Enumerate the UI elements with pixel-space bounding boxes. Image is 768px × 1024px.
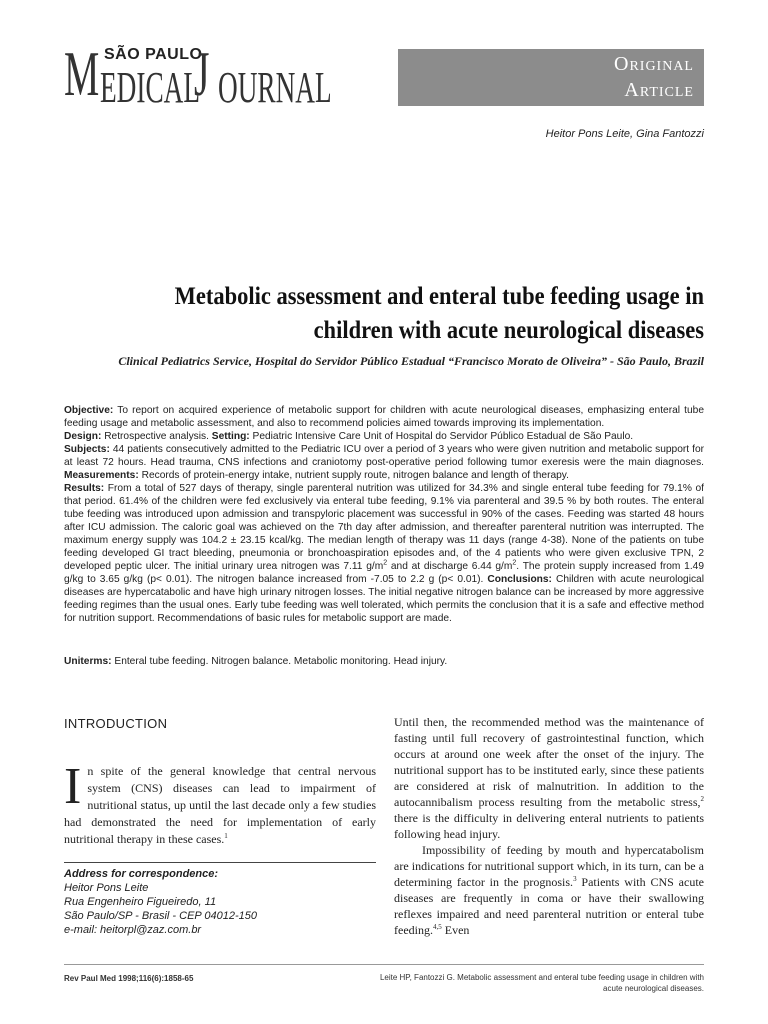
reference-1: 1	[224, 832, 228, 840]
authors: Heitor Pons Leite, Gina Fantozzi	[545, 128, 704, 140]
correspondence-heading: Address for correspondence:	[64, 868, 219, 880]
objective-text: To report on acquired experience of metabolic support for children with acute neurological diseases, emphasizing enteral tube feeding usage and metabolic assessment, and also to recommend policies aimed towards improving its implementation.	[64, 405, 704, 429]
paragraph-text: Patients with CNS acute diseases are frequently in coma or have their swallowing reflexes impaired and need parenteral nutrition or enteral tube feeding.	[394, 875, 704, 937]
paragraph	[394, 842, 704, 938]
conclusions-text: Children with acute neurological diseases are hypercatabolic and have high urinary nitrogen losses. The initial negative nitrogen balance can be increased by more aggressive feeding regimes than the usual ones. Early tube feeding was well tolerated, which permits the conclusion that it is a safe and effective method for nutrition support. Recommendations of basic rules for metabolic support are made.	[64, 574, 704, 624]
section-label-box	[398, 49, 704, 106]
subjects-label: Subjects:	[64, 444, 110, 455]
correspondence-name: Heitor Pons Leite	[64, 882, 149, 894]
correspondence-street: Rua Engenheiro Figueiredo, 11	[64, 896, 217, 908]
article-title: Metabolic assessment and enteral tube feeding usage in children with acute neurological diseases	[174, 283, 704, 344]
correspondence-block	[64, 867, 376, 937]
reference-3: 3	[573, 875, 577, 883]
intro-paragraph: n spite of the general knowledge that central nervous system (CNS) diseases can lead to impairment of nutritional status, up until the last decade only a few studies had demonstrated the need for implementation of early nutritional therapy in these cases.	[64, 764, 376, 846]
footer-divider	[64, 964, 704, 965]
subjects-text: 44 patients consecutively admitted to the Pediatric ICU over a period of 3 years who were given nutrition and metabolic support for at least 72 hours. Head trauma, CNS infections and craniotomy post-operative period following tumor exeresis were the main diagnoses.	[64, 444, 704, 468]
logo-sao-paulo: SÃO PAULO	[104, 46, 203, 63]
results-text-a: From a total of 527 days of therapy, single parenteral nutrition was utilized for 34.3% and single enteral tube feeding for 79.1% of that period. 61.4% of the children were fed exclusively via enteral tube feeding, 9.1% via parenteral and 39.5 % by both routes. The enteral tube feeding was introduced upon admission and transpyloric placement was successful in 90% of the cases. Feeding was started 48 hours after ICU admission. The caloric goal was achieved on the 7th day after admission, and thereafter parenteral nutrition was interrupted. The maximum energy supply was 104.2 ± 23.15 kcal/kg. The median length of therapy was 11 days (range 4-38). None of the patients on tube feeding developed GI tract bleeding, pneumonia or bronchoaspiration episodes and, of the 4 patients who were given exclusive TPN, 2 developed peptic ulcer. The initial urinary urea nitrogen was 7.11 g/m	[64, 483, 704, 572]
results-text-c: . The protein supply increased from 1.49 g/kg to 3.65 g/kg (p< 0.01). The nitrogen balance increased from -7.05 to 2.2 g (p< 0.01).	[64, 561, 705, 585]
journal-logo	[64, 38, 354, 117]
design-label: Design:	[64, 431, 102, 442]
setting-label: Setting:	[211, 431, 250, 442]
results-label: Results:	[64, 483, 105, 494]
uniterms-text: Enteral tube feeding. Nitrogen balance. Metabolic monitoring. Head injury.	[111, 656, 448, 667]
drop-cap: I	[64, 758, 82, 815]
logo-ournal: OURNAL	[218, 63, 332, 112]
measurements-text: Records of protein-energy intake, nutrient supply route, nitrogen balance and length of therapy.	[138, 470, 569, 481]
paragraph	[394, 714, 704, 842]
superscript-2: 2	[512, 559, 517, 567]
paragraph-text: there is the difficulty in delivering enteral nutrients to patients following head injury.	[394, 811, 704, 841]
section-label-line2: Article	[624, 79, 694, 101]
setting-text: Pediatric Intensive Care Unit of Hospital do Servidor Público Estadual de São Paulo.	[249, 431, 634, 442]
objective-label: Objective:	[64, 405, 114, 416]
uniterms-label: Uniterms:	[64, 656, 112, 667]
abstract	[64, 404, 704, 625]
footer-citation: Rev Paul Med 1998;116(6):1858-65	[64, 974, 194, 983]
intro-right-column	[394, 714, 704, 938]
correspondence-email: e-mail: heitorpl@zaz.com.br	[64, 924, 202, 936]
uniterms	[64, 656, 704, 667]
logo-letter-j: J	[194, 38, 210, 109]
section-label-line1: Original	[614, 53, 694, 75]
introduction-heading: INTRODUCTION	[64, 716, 168, 731]
logo-letter-m: M	[64, 38, 100, 109]
paragraph-text: Until then, the recommended method was the maintenance of fasting until full recovery of gastrointestinal function, which occurs at around one week after the onset of the injury. The nutritional support has to be instituted early, since these patients are considered at risk of malnutrition. In addition to the autocannibalism process resulting from the metabolic stress,	[394, 715, 704, 809]
footer-running-title: Leite HP, Fantozzi G. Metabolic assessment and enteral tube feeding usage in children with acute neurological diseases.	[379, 973, 704, 993]
results-text-b: and at discharge 6.44 g/m	[387, 561, 513, 572]
intro-left-column	[64, 758, 376, 848]
reference-4-5: 4,5	[432, 923, 442, 931]
paragraph-text: Even	[441, 923, 470, 937]
conclusions-label: Conclusions:	[487, 574, 552, 585]
logo-edical: EDICAL	[100, 63, 201, 112]
design-text: Retrospective analysis.	[101, 431, 212, 442]
paragraph-text: Impossibility of feeding by mouth and hypercatabolism are indications for nutritional support which, in its turn, can be a determining factor in the prognosis.	[394, 843, 704, 889]
reference-2: 2	[700, 795, 704, 803]
affiliation: Clinical Pediatrics Service, Hospital do Servidor Público Estadual “Francisco Morato de Oliveira” - São Paulo, Brazil	[118, 354, 704, 368]
measurements-label: Measurements:	[64, 470, 139, 481]
correspondence-city: São Paulo/SP - Brasil - CEP 04012-150	[64, 910, 258, 922]
superscript-2: 2	[383, 559, 388, 567]
divider	[64, 862, 376, 863]
